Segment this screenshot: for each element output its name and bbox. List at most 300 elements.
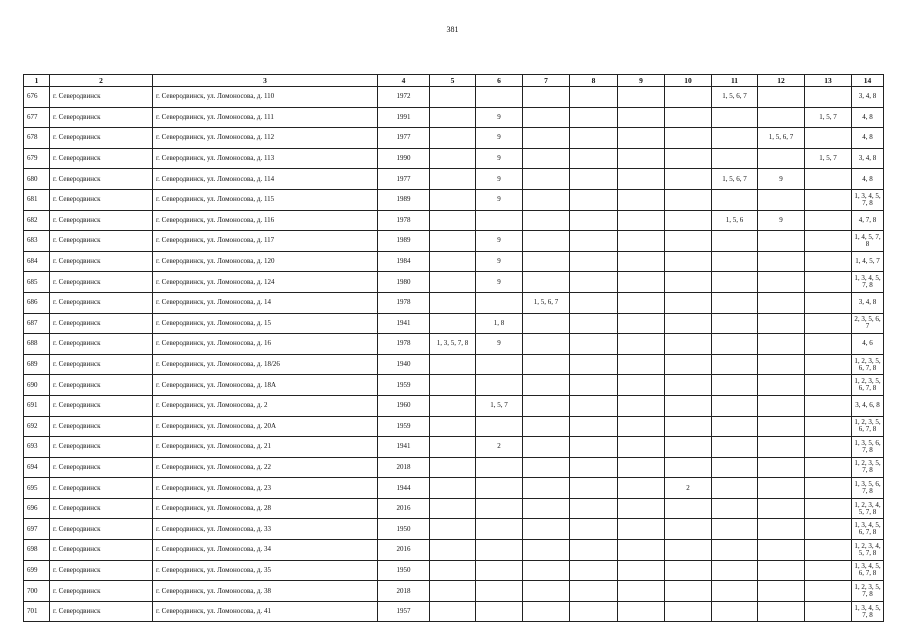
table-row bbox=[24, 313, 884, 334]
table-row bbox=[24, 292, 884, 313]
col5-cell bbox=[430, 540, 476, 561]
col6-cell bbox=[476, 292, 523, 313]
col14-cell: 1, 3, 4, 5, 7, 8 bbox=[852, 272, 884, 293]
address-cell: г. Северодвинск, ул. Ломоносова, д. 120 bbox=[153, 251, 378, 272]
locality-cell: г. Северодвинск bbox=[50, 601, 153, 622]
col14-cell: 1, 2, 3, 5, 7, 8 bbox=[852, 581, 884, 602]
row-number-cell: 701 bbox=[24, 601, 50, 622]
col11-cell bbox=[712, 334, 758, 355]
col11-cell bbox=[712, 148, 758, 169]
column-header-4: 4 bbox=[378, 75, 430, 87]
locality-cell: г. Северодвинск bbox=[50, 437, 153, 458]
col9-cell bbox=[618, 87, 665, 108]
locality-cell: г. Северодвинск bbox=[50, 354, 153, 375]
row-number-cell: 679 bbox=[24, 148, 50, 169]
col5-cell bbox=[430, 210, 476, 231]
col7-cell bbox=[523, 251, 570, 272]
year-cell: 1978 bbox=[378, 210, 430, 231]
col11-cell bbox=[712, 457, 758, 478]
col13-cell bbox=[805, 437, 852, 458]
address-cell: г. Северодвинск, ул. Ломоносова, д. 115 bbox=[153, 189, 378, 210]
col8-cell bbox=[570, 148, 618, 169]
col13-cell bbox=[805, 601, 852, 622]
col11-cell bbox=[712, 189, 758, 210]
col12-cell: 9 bbox=[758, 169, 805, 190]
col5-cell bbox=[430, 313, 476, 334]
col14-cell: 3, 4, 6, 8 bbox=[852, 395, 884, 416]
col7-cell bbox=[523, 169, 570, 190]
col8-cell bbox=[570, 169, 618, 190]
col5-cell bbox=[430, 251, 476, 272]
col13-cell bbox=[805, 272, 852, 293]
col10-cell bbox=[665, 189, 712, 210]
col7-cell bbox=[523, 313, 570, 334]
col8-cell bbox=[570, 437, 618, 458]
col7-cell bbox=[523, 519, 570, 540]
row-number-cell: 684 bbox=[24, 251, 50, 272]
col8-cell bbox=[570, 519, 618, 540]
col13-cell bbox=[805, 313, 852, 334]
col13-cell bbox=[805, 87, 852, 108]
col9-cell bbox=[618, 457, 665, 478]
col6-cell: 9 bbox=[476, 251, 523, 272]
col14-cell: 1, 2, 3, 4, 5, 7, 8 bbox=[852, 498, 884, 519]
row-number-cell: 693 bbox=[24, 437, 50, 458]
col10-cell bbox=[665, 375, 712, 396]
col6-cell bbox=[476, 457, 523, 478]
column-header-9: 9 bbox=[618, 75, 665, 87]
col8-cell bbox=[570, 272, 618, 293]
col6-cell bbox=[476, 560, 523, 581]
col10-cell bbox=[665, 107, 712, 128]
locality-cell: г. Северодвинск bbox=[50, 272, 153, 293]
year-cell: 1990 bbox=[378, 148, 430, 169]
address-cell: г. Северодвинск, ул. Ломоносова, д. 23 bbox=[153, 478, 378, 499]
col9-cell bbox=[618, 148, 665, 169]
table-row bbox=[24, 601, 884, 622]
col7-cell bbox=[523, 498, 570, 519]
col8-cell bbox=[570, 416, 618, 437]
col6-cell bbox=[476, 416, 523, 437]
locality-cell: г. Северодвинск bbox=[50, 148, 153, 169]
address-cell: г. Северодвинск, ул. Ломоносова, д. 2 bbox=[153, 395, 378, 416]
col9-cell bbox=[618, 416, 665, 437]
year-cell: 1972 bbox=[378, 87, 430, 108]
col8-cell bbox=[570, 478, 618, 499]
table-row bbox=[24, 498, 884, 519]
col11-cell bbox=[712, 437, 758, 458]
col11-cell bbox=[712, 498, 758, 519]
locality-cell: г. Северодвинск bbox=[50, 210, 153, 231]
locality-cell: г. Северодвинск bbox=[50, 251, 153, 272]
table-row bbox=[24, 107, 884, 128]
table-row bbox=[24, 457, 884, 478]
col5-cell: 1, 3, 5, 7, 8 bbox=[430, 334, 476, 355]
col9-cell bbox=[618, 128, 665, 149]
locality-cell: г. Северодвинск bbox=[50, 395, 153, 416]
col10-cell bbox=[665, 395, 712, 416]
col13-cell bbox=[805, 375, 852, 396]
year-cell: 2016 bbox=[378, 498, 430, 519]
col7-cell bbox=[523, 354, 570, 375]
table-row bbox=[24, 189, 884, 210]
col7-cell bbox=[523, 457, 570, 478]
address-cell: г. Северодвинск, ул. Ломоносова, д. 18А bbox=[153, 375, 378, 396]
col11-cell bbox=[712, 313, 758, 334]
year-cell: 1944 bbox=[378, 478, 430, 499]
col6-cell bbox=[476, 581, 523, 602]
col13-cell bbox=[805, 189, 852, 210]
col12-cell bbox=[758, 292, 805, 313]
year-cell: 1984 bbox=[378, 251, 430, 272]
row-number-cell: 695 bbox=[24, 478, 50, 499]
row-number-cell: 690 bbox=[24, 375, 50, 396]
col9-cell bbox=[618, 395, 665, 416]
col7-cell bbox=[523, 272, 570, 293]
col8-cell bbox=[570, 540, 618, 561]
registry-table bbox=[23, 74, 884, 622]
col9-cell bbox=[618, 354, 665, 375]
col8-cell bbox=[570, 560, 618, 581]
col8-cell bbox=[570, 354, 618, 375]
col10-cell bbox=[665, 272, 712, 293]
col13-cell bbox=[805, 540, 852, 561]
col10-cell bbox=[665, 334, 712, 355]
col14-cell: 4, 6 bbox=[852, 334, 884, 355]
column-header-5: 5 bbox=[430, 75, 476, 87]
col13-cell bbox=[805, 560, 852, 581]
col12-cell bbox=[758, 148, 805, 169]
col10-cell bbox=[665, 581, 712, 602]
col5-cell bbox=[430, 498, 476, 519]
col9-cell bbox=[618, 189, 665, 210]
col14-cell: 1, 2, 3, 5, 6, 7, 8 bbox=[852, 375, 884, 396]
address-cell: г. Северодвинск, ул. Ломоносова, д. 16 bbox=[153, 334, 378, 355]
locality-cell: г. Северодвинск bbox=[50, 292, 153, 313]
row-number-cell: 688 bbox=[24, 334, 50, 355]
address-cell: г. Северодвинск, ул. Ломоносова, д. 117 bbox=[153, 231, 378, 252]
year-cell: 1978 bbox=[378, 334, 430, 355]
col10-cell bbox=[665, 169, 712, 190]
year-cell: 2016 bbox=[378, 540, 430, 561]
col12-cell bbox=[758, 478, 805, 499]
col7-cell bbox=[523, 437, 570, 458]
address-cell: г. Северодвинск, ул. Ломоносова, д. 110 bbox=[153, 87, 378, 108]
col13-cell bbox=[805, 457, 852, 478]
year-cell: 2018 bbox=[378, 457, 430, 478]
col12-cell bbox=[758, 498, 805, 519]
col13-cell bbox=[805, 128, 852, 149]
col10-cell bbox=[665, 87, 712, 108]
locality-cell: г. Северодвинск bbox=[50, 189, 153, 210]
col13-cell bbox=[805, 395, 852, 416]
col7-cell bbox=[523, 210, 570, 231]
row-number-cell: 700 bbox=[24, 581, 50, 602]
locality-cell: г. Северодвинск bbox=[50, 107, 153, 128]
col13-cell bbox=[805, 519, 852, 540]
year-cell: 1978 bbox=[378, 292, 430, 313]
col13-cell bbox=[805, 478, 852, 499]
col10-cell bbox=[665, 148, 712, 169]
col9-cell bbox=[618, 601, 665, 622]
col8-cell bbox=[570, 313, 618, 334]
address-cell: г. Северодвинск, ул. Ломоносова, д. 22 bbox=[153, 457, 378, 478]
year-cell: 1980 bbox=[378, 272, 430, 293]
address-cell: г. Северодвинск, ул. Ломоносова, д. 15 bbox=[153, 313, 378, 334]
col5-cell bbox=[430, 581, 476, 602]
table-row bbox=[24, 334, 884, 355]
address-cell: г. Северодвинск, ул. Ломоносова, д. 35 bbox=[153, 560, 378, 581]
col14-cell: 3, 4, 8 bbox=[852, 148, 884, 169]
col10-cell bbox=[665, 498, 712, 519]
column-header-2: 2 bbox=[50, 75, 153, 87]
col11-cell bbox=[712, 478, 758, 499]
col8-cell bbox=[570, 87, 618, 108]
col12-cell: 9 bbox=[758, 210, 805, 231]
row-number-cell: 689 bbox=[24, 354, 50, 375]
row-number-cell: 683 bbox=[24, 231, 50, 252]
row-number-cell: 685 bbox=[24, 272, 50, 293]
col9-cell bbox=[618, 231, 665, 252]
col8-cell bbox=[570, 395, 618, 416]
col8-cell bbox=[570, 498, 618, 519]
col13-cell bbox=[805, 354, 852, 375]
col12-cell bbox=[758, 437, 805, 458]
col14-cell: 4, 8 bbox=[852, 169, 884, 190]
col14-cell: 1, 2, 3, 4, 5, 7, 8 bbox=[852, 540, 884, 561]
table-row bbox=[24, 169, 884, 190]
col8-cell bbox=[570, 601, 618, 622]
col14-cell: 1, 3, 4, 5, 6, 7, 8 bbox=[852, 560, 884, 581]
col14-cell: 1, 4, 5, 7 bbox=[852, 251, 884, 272]
year-cell: 1959 bbox=[378, 416, 430, 437]
col6-cell: 1, 5, 7 bbox=[476, 395, 523, 416]
col11-cell bbox=[712, 560, 758, 581]
col7-cell bbox=[523, 601, 570, 622]
col11-cell bbox=[712, 231, 758, 252]
table-row bbox=[24, 272, 884, 293]
year-cell: 1940 bbox=[378, 354, 430, 375]
col11-cell bbox=[712, 107, 758, 128]
col12-cell bbox=[758, 457, 805, 478]
table-row bbox=[24, 478, 884, 499]
locality-cell: г. Северодвинск bbox=[50, 416, 153, 437]
col6-cell bbox=[476, 87, 523, 108]
col12-cell bbox=[758, 375, 805, 396]
table-row bbox=[24, 581, 884, 602]
col10-cell bbox=[665, 540, 712, 561]
col11-cell bbox=[712, 272, 758, 293]
col10-cell bbox=[665, 416, 712, 437]
col9-cell bbox=[618, 519, 665, 540]
col7-cell bbox=[523, 560, 570, 581]
locality-cell: г. Северодвинск bbox=[50, 313, 153, 334]
col5-cell bbox=[430, 395, 476, 416]
row-number-cell: 696 bbox=[24, 498, 50, 519]
column-header-1: 1 bbox=[24, 75, 50, 87]
col5-cell bbox=[430, 354, 476, 375]
col8-cell bbox=[570, 581, 618, 602]
locality-cell: г. Северодвинск bbox=[50, 457, 153, 478]
col5-cell bbox=[430, 601, 476, 622]
table-row bbox=[24, 540, 884, 561]
col13-cell bbox=[805, 292, 852, 313]
col9-cell bbox=[618, 581, 665, 602]
col6-cell bbox=[476, 601, 523, 622]
address-cell: г. Северодвинск, ул. Ломоносова, д. 38 bbox=[153, 581, 378, 602]
col11-cell: 1, 5, 6, 7 bbox=[712, 87, 758, 108]
col6-cell: 9 bbox=[476, 231, 523, 252]
address-cell: г. Северодвинск, ул. Ломоносова, д. 18/26 bbox=[153, 354, 378, 375]
locality-cell: г. Северодвинск bbox=[50, 128, 153, 149]
col7-cell bbox=[523, 107, 570, 128]
col7-cell: 1, 5, 6, 7 bbox=[523, 292, 570, 313]
col11-cell bbox=[712, 601, 758, 622]
col12-cell bbox=[758, 354, 805, 375]
address-cell: г. Северодвинск, ул. Ломоносова, д. 21 bbox=[153, 437, 378, 458]
row-number-cell: 677 bbox=[24, 107, 50, 128]
table-row bbox=[24, 437, 884, 458]
col5-cell bbox=[430, 437, 476, 458]
col12-cell bbox=[758, 416, 805, 437]
col6-cell: 1, 8 bbox=[476, 313, 523, 334]
column-header-11: 11 bbox=[712, 75, 758, 87]
col7-cell bbox=[523, 334, 570, 355]
col11-cell bbox=[712, 395, 758, 416]
col14-cell: 1, 3, 4, 5, 6, 7, 8 bbox=[852, 519, 884, 540]
col10-cell bbox=[665, 210, 712, 231]
year-cell: 1989 bbox=[378, 189, 430, 210]
row-number-cell: 682 bbox=[24, 210, 50, 231]
address-cell: г. Северодвинск, ул. Ломоносова, д. 113 bbox=[153, 148, 378, 169]
col5-cell bbox=[430, 292, 476, 313]
column-header-6: 6 bbox=[476, 75, 523, 87]
col6-cell bbox=[476, 478, 523, 499]
row-number-cell: 694 bbox=[24, 457, 50, 478]
year-cell: 1959 bbox=[378, 375, 430, 396]
col12-cell bbox=[758, 601, 805, 622]
row-number-cell: 686 bbox=[24, 292, 50, 313]
col7-cell bbox=[523, 128, 570, 149]
col10-cell bbox=[665, 128, 712, 149]
address-cell: г. Северодвинск, ул. Ломоносова, д. 112 bbox=[153, 128, 378, 149]
address-cell: г. Северодвинск, ул. Ломоносова, д. 41 bbox=[153, 601, 378, 622]
col12-cell bbox=[758, 189, 805, 210]
address-cell: г. Северодвинск, ул. Ломоносова, д. 33 bbox=[153, 519, 378, 540]
col11-cell bbox=[712, 416, 758, 437]
address-cell: г. Северодвинск, ул. Ломоносова, д. 14 bbox=[153, 292, 378, 313]
col13-cell bbox=[805, 231, 852, 252]
col13-cell bbox=[805, 210, 852, 231]
col11-cell bbox=[712, 128, 758, 149]
col10-cell bbox=[665, 601, 712, 622]
col5-cell bbox=[430, 169, 476, 190]
table-row bbox=[24, 231, 884, 252]
year-cell: 2018 bbox=[378, 581, 430, 602]
year-cell: 1941 bbox=[378, 313, 430, 334]
col14-cell: 1, 2, 3, 5, 6, 7, 8 bbox=[852, 416, 884, 437]
col12-cell bbox=[758, 272, 805, 293]
col5-cell bbox=[430, 416, 476, 437]
year-cell: 1950 bbox=[378, 519, 430, 540]
year-cell: 1950 bbox=[378, 560, 430, 581]
col6-cell bbox=[476, 375, 523, 396]
col5-cell bbox=[430, 148, 476, 169]
locality-cell: г. Северодвинск bbox=[50, 498, 153, 519]
col12-cell bbox=[758, 519, 805, 540]
col8-cell bbox=[570, 292, 618, 313]
year-cell: 1991 bbox=[378, 107, 430, 128]
col12-cell bbox=[758, 334, 805, 355]
year-cell: 1957 bbox=[378, 601, 430, 622]
row-number-cell: 678 bbox=[24, 128, 50, 149]
table-row bbox=[24, 354, 884, 375]
col9-cell bbox=[618, 313, 665, 334]
locality-cell: г. Северодвинск bbox=[50, 581, 153, 602]
column-header-3: 3 bbox=[153, 75, 378, 87]
col14-cell: 4, 8 bbox=[852, 107, 884, 128]
table-row bbox=[24, 560, 884, 581]
col9-cell bbox=[618, 251, 665, 272]
col10-cell bbox=[665, 519, 712, 540]
col13-cell bbox=[805, 251, 852, 272]
col9-cell bbox=[618, 375, 665, 396]
row-number-cell: 676 bbox=[24, 87, 50, 108]
col9-cell bbox=[618, 169, 665, 190]
address-cell: г. Северодвинск, ул. Ломоносова, д. 111 bbox=[153, 107, 378, 128]
col13-cell bbox=[805, 334, 852, 355]
row-number-cell: 681 bbox=[24, 189, 50, 210]
table-row bbox=[24, 395, 884, 416]
col13-cell bbox=[805, 416, 852, 437]
col9-cell bbox=[618, 478, 665, 499]
col10-cell bbox=[665, 292, 712, 313]
col14-cell: 2, 3, 5, 6, 7 bbox=[852, 313, 884, 334]
col5-cell bbox=[430, 478, 476, 499]
col11-cell bbox=[712, 581, 758, 602]
col14-cell: 1, 3, 4, 5, 7, 8 bbox=[852, 601, 884, 622]
address-cell: г. Северодвинск, ул. Ломоносова, д. 116 bbox=[153, 210, 378, 231]
col6-cell: 9 bbox=[476, 148, 523, 169]
col5-cell bbox=[430, 107, 476, 128]
col6-cell: 9 bbox=[476, 128, 523, 149]
col12-cell bbox=[758, 87, 805, 108]
col10-cell bbox=[665, 231, 712, 252]
col11-cell bbox=[712, 375, 758, 396]
col6-cell bbox=[476, 354, 523, 375]
col7-cell bbox=[523, 478, 570, 499]
col8-cell bbox=[570, 128, 618, 149]
col14-cell: 3, 4, 8 bbox=[852, 87, 884, 108]
col12-cell bbox=[758, 560, 805, 581]
col14-cell: 1, 3, 4, 5, 7, 8 bbox=[852, 189, 884, 210]
col5-cell bbox=[430, 87, 476, 108]
year-cell: 1941 bbox=[378, 437, 430, 458]
col6-cell: 9 bbox=[476, 169, 523, 190]
col14-cell: 1, 3, 5, 6, 7, 8 bbox=[852, 478, 884, 499]
table-body bbox=[24, 87, 884, 622]
col9-cell bbox=[618, 437, 665, 458]
col8-cell bbox=[570, 107, 618, 128]
address-cell: г. Северодвинск, ул. Ломоносова, д. 20А bbox=[153, 416, 378, 437]
column-header-7: 7 bbox=[523, 75, 570, 87]
table-header-row bbox=[24, 75, 884, 87]
col14-cell: 4, 7, 8 bbox=[852, 210, 884, 231]
locality-cell: г. Северодвинск bbox=[50, 375, 153, 396]
col11-cell: 1, 5, 6, 7 bbox=[712, 169, 758, 190]
col6-cell: 9 bbox=[476, 272, 523, 293]
col13-cell: 1, 5, 7 bbox=[805, 107, 852, 128]
